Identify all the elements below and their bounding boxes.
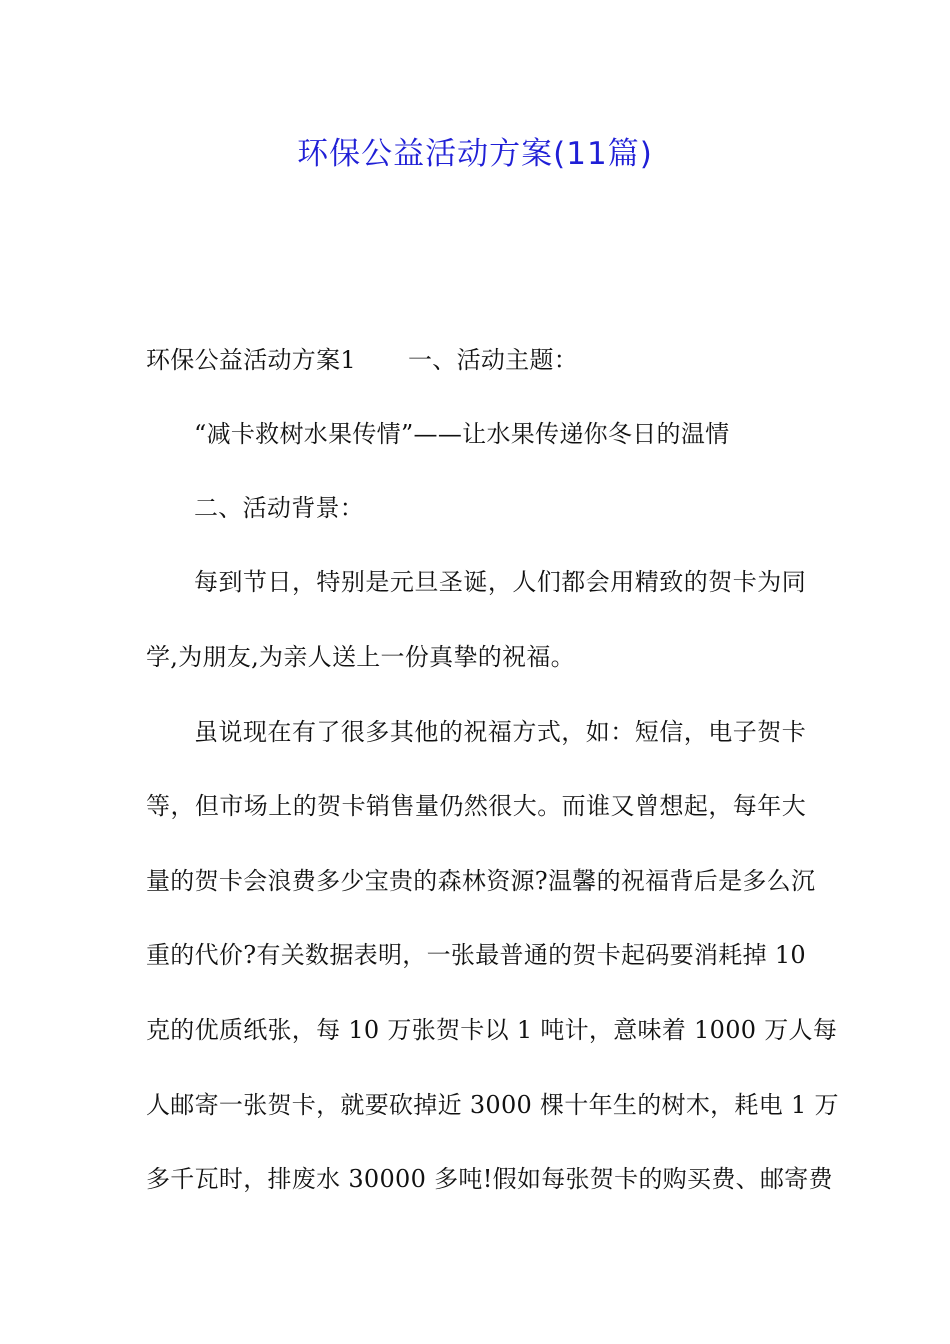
paragraph-line: 多千瓦时，排废水 30000 多吨!假如每张贺卡的购买费、邮寄费: [146, 1165, 833, 1193]
paragraph-line: 量的贺卡会浪费多少宝贵的森林资源?温馨的祝福背后是多么沉: [146, 867, 816, 895]
document-title: 环保公益活动方案(11篇): [297, 136, 653, 172]
paragraph-line: 等，但市场上的贺卡销售量仍然很大。而谁又曾想起，每年大: [146, 792, 806, 820]
paragraph-line: 克的优质纸张，每 10 万张贺卡以 1 吨计，意味着 1000 万人每: [146, 1016, 838, 1044]
section-heading-background: 二、活动背景：: [194, 494, 365, 522]
plan-label: 环保公益活动方案1: [146, 346, 356, 374]
theme-text: “减卡救树水果传情”——让水果传递你冬日的温情: [194, 420, 730, 448]
paragraph-line: 重的代价?有关数据表明，一张最普通的贺卡起码要消耗掉 10: [146, 941, 806, 969]
paragraph-line: 人邮寄一张贺卡，就要砍掉近 3000 棵十年生的树木，耗电 1 万: [146, 1091, 839, 1119]
paragraph-line: 虽说现在有了很多其他的祝福方式，如：短信，电子贺卡: [194, 718, 806, 746]
paragraph-line: 每到节日，特别是元旦圣诞，人们都会用精致的贺卡为同: [194, 568, 806, 596]
section-heading-theme: 一、活动主题：: [407, 346, 579, 374]
paragraph-line: 学,为朋友,为亲人送上一份真挚的祝福。: [146, 643, 575, 671]
first-line: [146, 344, 578, 376]
